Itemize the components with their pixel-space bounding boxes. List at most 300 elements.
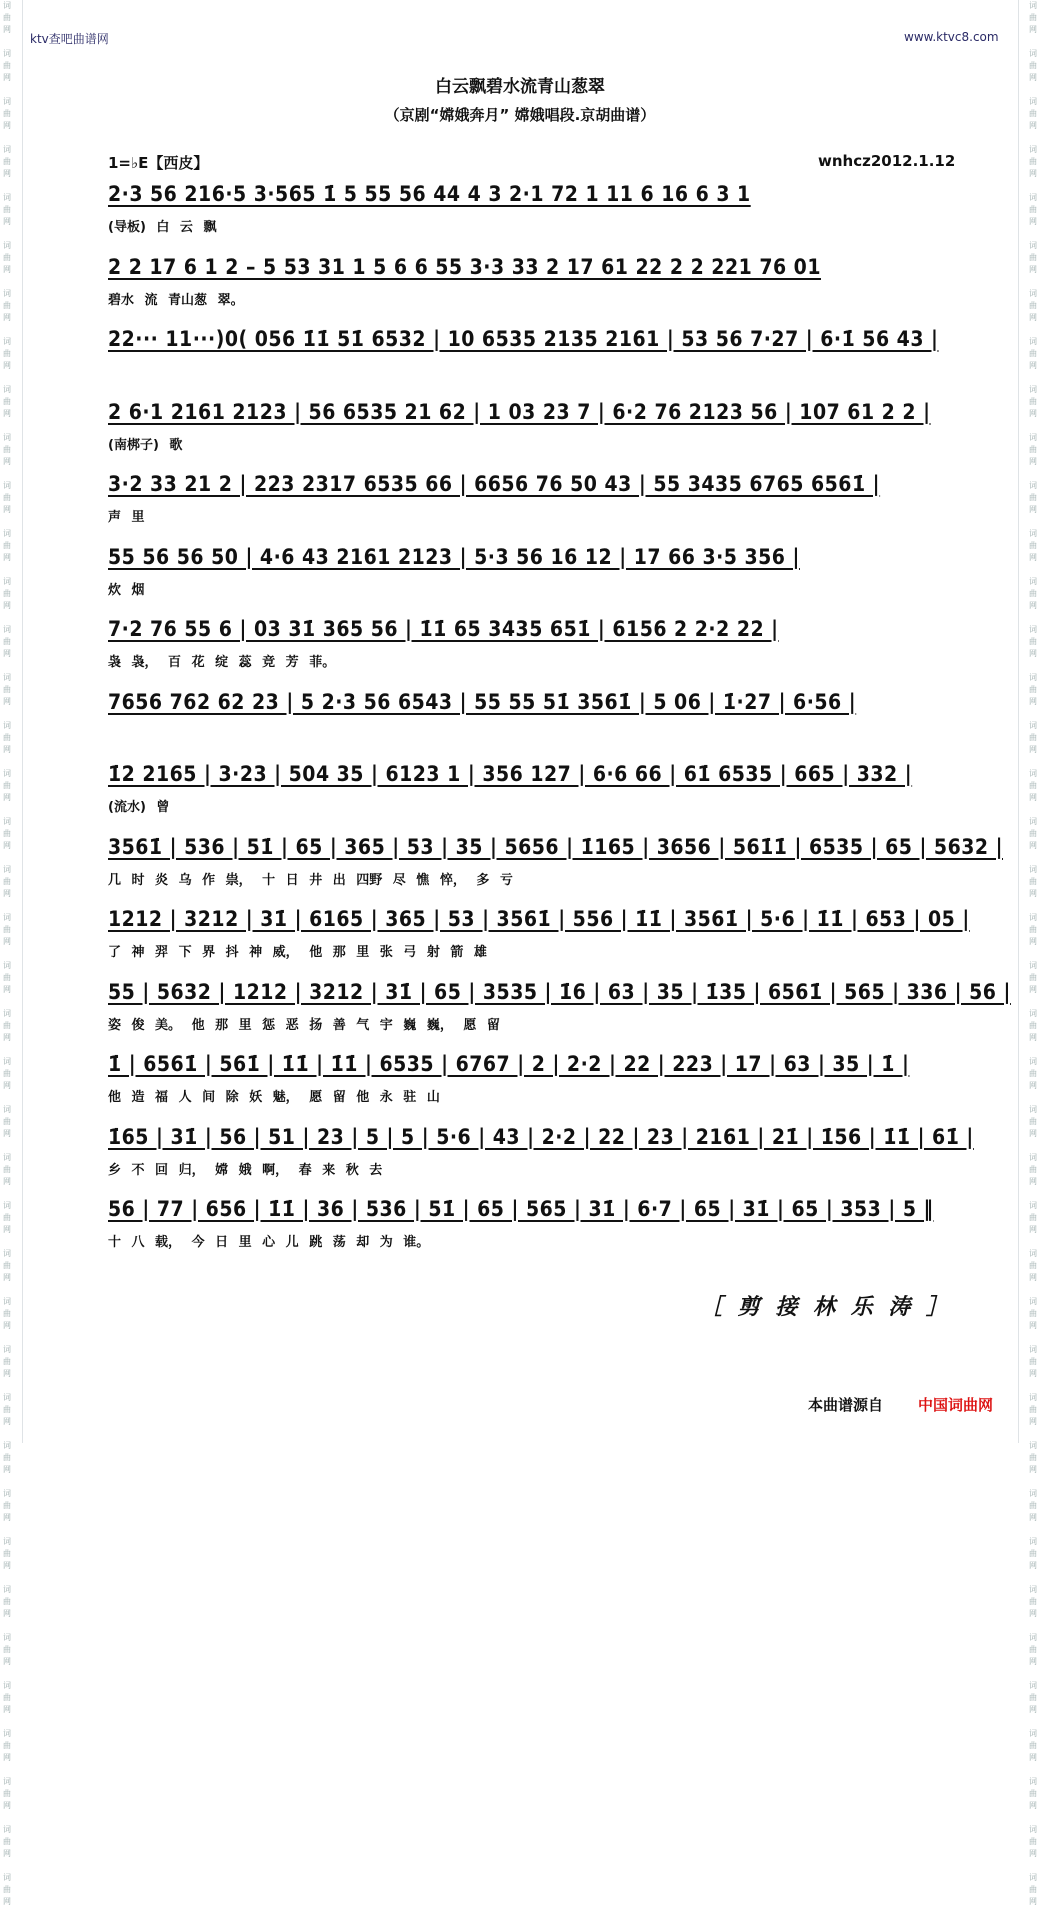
score-subtitle: （京剧“嫦娥奔月” 嫦娥唱段.京胡曲谱） — [384, 106, 656, 124]
watermark-char: 曲 — [1029, 1261, 1037, 1270]
watermark-char: 曲 — [3, 157, 11, 166]
watermark-char: 网 — [1029, 1129, 1037, 1138]
watermark-gap — [1032, 1188, 1035, 1200]
watermark-char: 网 — [1029, 457, 1037, 466]
watermark-char: 曲 — [3, 253, 11, 262]
watermark-char: 网 — [1029, 1321, 1037, 1330]
watermark-gap — [6, 1476, 9, 1488]
watermark-char: 词 — [1029, 721, 1037, 730]
watermark-char: 曲 — [3, 973, 11, 982]
watermark-char: 网 — [3, 601, 11, 610]
score-system — [108, 396, 938, 469]
watermark-char: 网 — [1029, 1033, 1037, 1042]
watermark-gap — [6, 612, 9, 624]
watermark-char: 词 — [3, 1873, 11, 1882]
watermark-gap — [6, 1428, 9, 1440]
watermark-char: 曲 — [3, 1357, 11, 1366]
watermark-char: 网 — [1029, 601, 1037, 610]
watermark-char: 词 — [1029, 97, 1037, 106]
watermark-char: 曲 — [3, 1645, 11, 1654]
watermark-char: 词 — [3, 1249, 11, 1258]
watermark-gap — [1032, 1524, 1035, 1536]
watermark-gap — [1032, 228, 1035, 240]
watermark-char: 网 — [3, 1513, 11, 1522]
watermark-gap — [6, 852, 9, 864]
watermark-char: 曲 — [3, 349, 11, 358]
watermark-char: 曲 — [1029, 205, 1037, 214]
watermark-char: 词 — [1029, 1105, 1037, 1114]
watermark-char: 网 — [3, 985, 11, 994]
watermark-char: 词 — [1029, 1729, 1037, 1738]
watermark-gap — [6, 1236, 9, 1248]
watermark-char: 网 — [3, 409, 11, 418]
watermark-gap — [6, 948, 9, 960]
watermark-gap — [6, 420, 9, 432]
watermark-char: 词 — [1029, 1441, 1037, 1450]
watermark-char: 网 — [1029, 1177, 1037, 1186]
watermark-char: 曲 — [3, 1117, 11, 1126]
watermark-gap — [6, 1524, 9, 1536]
watermark-char: 曲 — [1029, 589, 1037, 598]
watermark-gap — [6, 1188, 9, 1200]
watermark-gap — [1032, 660, 1035, 672]
watermark-gap — [1032, 900, 1035, 912]
notation-line: 56 | 77 | 656 | 1̇1̇ | 36 | 536 | 51̇ | 65 | 565 | 31̇ | 6·7 | 65 | 31̇ | 65 | 353 | 5 ‖ — [108, 1197, 934, 1221]
watermark-char: 曲 — [1029, 1693, 1037, 1702]
watermark-char: 词 — [3, 337, 11, 346]
watermark-gap — [1032, 1716, 1035, 1728]
source-label: 本曲谱源自 — [808, 1396, 884, 1414]
score-system — [108, 1193, 938, 1266]
watermark-char: 曲 — [1029, 61, 1037, 70]
watermark-char: 词 — [1029, 1393, 1037, 1402]
watermark-char: 网 — [3, 793, 11, 802]
watermark-char: 曲 — [1029, 1885, 1037, 1894]
watermark-char: 网 — [1029, 1081, 1037, 1090]
watermark-char: 网 — [1029, 793, 1037, 802]
left-border-line — [22, 0, 23, 1443]
watermark-gap — [1032, 36, 1035, 48]
watermark-gap — [6, 132, 9, 144]
watermark-gap — [1032, 1812, 1035, 1824]
watermark-char: 网 — [1029, 1513, 1037, 1522]
watermark-char: 词 — [1029, 1681, 1037, 1690]
watermark-char: 网 — [3, 1033, 11, 1042]
watermark-gap — [6, 1716, 9, 1728]
watermark-char: 网 — [3, 841, 11, 850]
watermark-char: 词 — [1029, 385, 1037, 394]
watermark-char: 网 — [3, 697, 11, 706]
lyrics-line: 袅 袅， 百 花 绽 蕊 竞 芳 菲。 — [108, 655, 336, 670]
watermark-char: 词 — [3, 577, 11, 586]
watermark-gap — [6, 1812, 9, 1824]
watermark-char: 词 — [3, 241, 11, 250]
watermark-char: 词 — [1029, 49, 1037, 58]
watermark-char: 词 — [1029, 1825, 1037, 1834]
watermark-gap — [1032, 948, 1035, 960]
watermark-char: 词 — [1029, 817, 1037, 826]
watermark-char: 网 — [1029, 841, 1037, 850]
site-link-left[interactable]: ktv查吧曲谱网 — [30, 32, 109, 46]
watermark-char: 曲 — [1029, 1309, 1037, 1318]
watermark-char: 词 — [3, 1297, 11, 1306]
watermark-gap — [6, 468, 9, 480]
watermark-char: 网 — [1029, 889, 1037, 898]
watermark-char: 曲 — [1029, 13, 1037, 22]
notation-line: 7·2 76 55 6 | 03 31̇ 365 56 | 1̇1̇ 65 3435 651̇ | 6156 2 2·2 22 | — [108, 617, 779, 641]
watermark-gap — [1032, 1668, 1035, 1680]
watermark-char: 网 — [1029, 1705, 1037, 1714]
watermark-char: 曲 — [1029, 733, 1037, 742]
watermark-char: 词 — [1029, 1009, 1037, 1018]
watermark-gap — [1032, 1908, 1035, 1920]
watermark-char: 词 — [1029, 145, 1037, 154]
watermark-char: 网 — [3, 1657, 11, 1666]
notation-line: 2 2 17 6 1 2 – 5 53 31 1 5 6 6 55 3·3 33 2 17 61 22 2 2 221 76 01 — [108, 254, 821, 279]
watermark-char: 词 — [3, 769, 11, 778]
watermark-char: 曲 — [3, 829, 11, 838]
watermark-char: 网 — [3, 505, 11, 514]
notation-line: 2 6·1 2161 2123 | 56 6535 21 62 | 1 03 23 7 | 6·2 76 2123 56 | 107 61 2 2 | — [108, 399, 931, 424]
watermark-char: 曲 — [3, 1261, 11, 1270]
watermark-char: 曲 — [1029, 1549, 1037, 1558]
watermark-char: 词 — [1029, 1537, 1037, 1546]
watermark-gap — [6, 1572, 9, 1584]
watermark-char: 曲 — [1029, 1405, 1037, 1414]
watermark-char: 曲 — [1029, 1741, 1037, 1750]
watermark-char: 曲 — [3, 733, 11, 742]
watermark-gap — [1032, 132, 1035, 144]
watermark-gap — [6, 1668, 9, 1680]
watermark-char: 网 — [3, 265, 11, 274]
watermark-char: 词 — [3, 1057, 11, 1066]
watermark-char: 网 — [1029, 1657, 1037, 1666]
watermark-char: 词 — [3, 1585, 11, 1594]
watermark-char: 网 — [3, 1561, 11, 1570]
watermark-char: 网 — [1029, 169, 1037, 178]
lyrics-line: 碧水 流 青山葱 翠。 — [108, 292, 244, 308]
watermark-char: 网 — [3, 1273, 11, 1282]
watermark-char: 网 — [1029, 697, 1037, 706]
watermark-char: 网 — [3, 1705, 11, 1714]
watermark-char: 曲 — [3, 1501, 11, 1510]
watermark-char: 曲 — [1029, 781, 1037, 790]
watermark-char: 词 — [3, 1, 11, 10]
watermark-gap — [6, 708, 9, 720]
right-watermark-strip — [1026, 0, 1040, 1906]
watermark-gap — [6, 564, 9, 576]
notation-line: 1̇ | 6561̇ | 561̇ | 1̇1̇ | 1̇1̇ | 6535 | 6767 | 2 | 2·2 | 22 | 223 | 17 | 63 | 35 | 1̇ | — [108, 1052, 910, 1076]
lyrics-line: 几 时 炎 乌 作 祟， 十 日 井 出 四野 尽 憔 悴， 多 亏 — [108, 872, 513, 888]
watermark-gap — [6, 228, 9, 240]
watermark-char: 网 — [1029, 121, 1037, 130]
watermark-char: 曲 — [1029, 637, 1037, 646]
lyrics-line: 乡 不 回 归， 嫦 娥 啊， 春 来 秋 去 — [108, 1162, 383, 1178]
watermark-char: 网 — [3, 553, 11, 562]
notation-line: 7656 762 62 23 | 5 2·3 56 6543 | 55 55 51̇ 3561̇ | 5 06 | 1̇·27 | 6·56 | — [108, 689, 857, 714]
watermark-char: 曲 — [1029, 685, 1037, 694]
watermark-char: 曲 — [1029, 397, 1037, 406]
watermark-gap — [6, 996, 9, 1008]
watermark-char: 词 — [1029, 961, 1037, 970]
score-system — [108, 541, 938, 614]
watermark-char: 词 — [3, 529, 11, 538]
watermark-char: 词 — [3, 673, 11, 682]
watermark-gap — [1032, 1140, 1035, 1152]
watermark-char: 曲 — [1029, 1165, 1037, 1174]
watermark-char: 词 — [3, 1009, 11, 1018]
watermark-char: 词 — [3, 1537, 11, 1546]
watermark-char: 网 — [1029, 1417, 1037, 1426]
watermark-gap — [1032, 708, 1035, 720]
arranger-credit: ［ 剪 接 林 乐 涛 ］ — [700, 1294, 952, 1320]
lyrics-line: 姿 俊 美。 他 那 里 惩 恶 扬 善 气 宇 巍 巍， 愿 留 — [108, 1017, 500, 1033]
watermark-gap — [1032, 612, 1035, 624]
watermark-char: 网 — [3, 313, 11, 322]
watermark-char: 词 — [1029, 1249, 1037, 1258]
watermark-char: 词 — [3, 1393, 11, 1402]
watermark-char: 网 — [1029, 313, 1037, 322]
score-system — [108, 323, 938, 396]
watermark-char: 网 — [1029, 1609, 1037, 1618]
watermark-gap — [1032, 1572, 1035, 1584]
watermark-char: 网 — [3, 73, 11, 82]
watermark-char: 曲 — [1029, 829, 1037, 838]
watermark-char: 网 — [1029, 409, 1037, 418]
watermark-char: 词 — [3, 97, 11, 106]
watermark-gap — [6, 660, 9, 672]
watermark-char: 网 — [3, 457, 11, 466]
watermark-char: 曲 — [3, 13, 11, 22]
lyrics-line: 炊 烟 — [108, 582, 145, 598]
watermark-gap — [1032, 1428, 1035, 1440]
watermark-char: 曲 — [1029, 541, 1037, 550]
watermark-char: 曲 — [1029, 109, 1037, 118]
notation-line: 3·2 33 21 2 | 223 2317 6535 66 | 6656 76 50 43 | 55 3435 6765 6561̇ | — [108, 472, 881, 496]
watermark-char: 词 — [1029, 913, 1037, 922]
watermark-char: 词 — [1029, 193, 1037, 202]
watermark-char: 网 — [3, 25, 11, 34]
watermark-gap — [6, 36, 9, 48]
watermark-gap — [6, 1380, 9, 1392]
watermark-char: 词 — [3, 49, 11, 58]
score-system — [108, 686, 938, 759]
author-date: wnhcz2012.1.12 — [818, 152, 956, 170]
watermark-gap — [1032, 1476, 1035, 1488]
watermark-char: 曲 — [3, 61, 11, 70]
watermark-char: 网 — [3, 1609, 11, 1618]
watermark-char: 曲 — [3, 1069, 11, 1078]
score-system — [108, 613, 938, 686]
watermark-char: 曲 — [3, 1597, 11, 1606]
notation-line: 55 56 56 50 | 4·6 43 2161 2123 | 5·3 56 16 12 | 17 66 3·5 356 | — [108, 544, 800, 569]
watermark-char: 网 — [3, 1129, 11, 1138]
watermark-char: 曲 — [3, 1693, 11, 1702]
watermark-char: 网 — [3, 889, 11, 898]
watermark-gap — [6, 180, 9, 192]
watermark-gap — [1032, 756, 1035, 768]
watermark-char: 词 — [3, 721, 11, 730]
watermark-char: 曲 — [3, 589, 11, 598]
watermark-gap — [6, 1860, 9, 1872]
watermark-char: 词 — [1029, 1057, 1037, 1066]
watermark-gap — [6, 1044, 9, 1056]
watermark-char: 词 — [3, 625, 11, 634]
watermark-char: 词 — [3, 1105, 11, 1114]
watermark-char: 词 — [3, 1201, 11, 1210]
notation-line: 55 | 5632 | 1212 | 3212 | 31̇ | 65 | 3535 | 1̇6 | 63 | 35 | 1̇35 | 6561̇ | 565 | 336 | 56 | — [108, 979, 1011, 1004]
watermark-gap — [1032, 1380, 1035, 1392]
watermark-char: 词 — [3, 1153, 11, 1162]
watermark-char: 网 — [1029, 1849, 1037, 1858]
watermark-char: 网 — [3, 649, 11, 658]
watermark-char: 网 — [1029, 745, 1037, 754]
watermark-gap — [1032, 1764, 1035, 1776]
watermark-gap — [6, 1908, 9, 1920]
watermark-char: 网 — [3, 1417, 11, 1426]
watermark-gap — [6, 1140, 9, 1152]
watermark-char: 词 — [1029, 241, 1037, 250]
score-system — [108, 468, 938, 541]
watermark-char: 曲 — [3, 1405, 11, 1414]
watermark-char: 曲 — [3, 301, 11, 310]
watermark-char: 曲 — [1029, 349, 1037, 358]
watermark-char: 曲 — [1029, 925, 1037, 934]
watermark-char: 曲 — [3, 1165, 11, 1174]
watermark-char: 词 — [1029, 529, 1037, 538]
watermark-char: 曲 — [1029, 493, 1037, 502]
notation-line: 1̇65 | 31̇ | 56 | 51 | 23 | 5 | 5 | 5·6 | 43 | 2·2 | 22 | 23 | 2161 | 21̇ | 1̇56 | 1̇1̇ | 61̇ | — [108, 1124, 974, 1149]
right-border-line — [1018, 0, 1019, 1443]
score-system — [108, 178, 938, 251]
key-signature: 1=♭E【西皮】 — [108, 154, 209, 172]
watermark-gap — [6, 804, 9, 816]
lyrics-line: (导板) 白 云 飘 — [108, 220, 217, 235]
watermark-char: 词 — [3, 433, 11, 442]
watermark-char: 词 — [3, 1729, 11, 1738]
watermark-gap — [6, 1092, 9, 1104]
watermark-char: 曲 — [1029, 1213, 1037, 1222]
lyrics-line: 十 八 载， 今 日 里 心 儿 跳 荡 却 为 谁。 — [108, 1235, 430, 1250]
watermark-char: 网 — [3, 1897, 11, 1906]
watermark-char: 词 — [1029, 1873, 1037, 1882]
watermark-char: 网 — [3, 169, 11, 178]
watermark-gap — [6, 324, 9, 336]
score-system — [108, 1048, 938, 1121]
source-brand-link[interactable]: 中国词曲网 — [918, 1396, 994, 1414]
watermark-char: 网 — [3, 1321, 11, 1330]
score-system — [108, 251, 938, 324]
lyrics-line: 声 里 — [108, 510, 145, 525]
watermark-char: 词 — [1029, 577, 1037, 586]
watermark-char: 曲 — [3, 685, 11, 694]
watermark-char: 曲 — [3, 1549, 11, 1558]
watermark-char: 词 — [3, 289, 11, 298]
watermark-char: 曲 — [3, 1309, 11, 1318]
watermark-char: 词 — [3, 145, 11, 154]
notation-line: 2·3 56 216·5 3·565 1̇ 5 55 56 44 4 3 2·1 72 1 11 6 16 6 3 1 — [108, 182, 751, 206]
watermark-char: 网 — [1029, 985, 1037, 994]
watermark-char: 曲 — [1029, 1597, 1037, 1606]
watermark-char: 词 — [3, 1633, 11, 1642]
left-watermark-strip — [0, 0, 14, 1906]
watermark-char: 曲 — [3, 493, 11, 502]
watermark-char: 词 — [1029, 1633, 1037, 1642]
watermark-char: 曲 — [3, 637, 11, 646]
watermark-char: 曲 — [3, 1213, 11, 1222]
watermark-char: 曲 — [1029, 1501, 1037, 1510]
watermark-gap — [6, 1284, 9, 1296]
score-system — [108, 831, 1003, 904]
notation-line: 1̇2 2165 | 3·23 | 504 35 | 6123 1 | 356 127 | 6·6 66 | 61̇ 6535 | 665 | 332 | — [108, 762, 913, 786]
watermark-char: 曲 — [1029, 1645, 1037, 1654]
watermark-char: 网 — [1029, 1273, 1037, 1282]
watermark-char: 词 — [1029, 865, 1037, 874]
watermark-char: 网 — [3, 745, 11, 754]
watermark-gap — [1032, 324, 1035, 336]
score-title: 白云飘碧水流青山葱翠 — [435, 77, 605, 97]
lyrics-line: (流水) 曾 — [108, 800, 170, 815]
score-system — [108, 903, 970, 976]
watermark-char: 网 — [3, 361, 11, 370]
watermark-char: 网 — [1029, 1561, 1037, 1570]
site-link-right[interactable]: www.ktvc8.com — [904, 30, 999, 44]
watermark-char: 网 — [1029, 937, 1037, 946]
watermark-char: 网 — [1029, 1801, 1037, 1810]
watermark-char: 曲 — [1029, 973, 1037, 982]
watermark-char: 词 — [3, 481, 11, 490]
watermark-char: 曲 — [3, 1741, 11, 1750]
score-system — [108, 1121, 974, 1194]
watermark-char: 词 — [3, 1489, 11, 1498]
watermark-char: 网 — [1029, 553, 1037, 562]
watermark-char: 词 — [1029, 1153, 1037, 1162]
watermark-char: 网 — [1029, 1225, 1037, 1234]
score-system — [108, 976, 1011, 1049]
watermark-char: 词 — [1029, 1, 1037, 10]
watermark-gap — [1032, 180, 1035, 192]
watermark-char: 网 — [3, 1225, 11, 1234]
watermark-char: 网 — [3, 1465, 11, 1474]
watermark-gap — [1032, 1044, 1035, 1056]
watermark-char: 网 — [3, 1177, 11, 1186]
watermark-char: 词 — [3, 1345, 11, 1354]
notation-line: 1212 | 3212 | 31̇ | 6165 | 365 | 53 | 3561̇ | 556 | 1̇1̇ | 3561̇ | 5·6 | 1̇1̇ | 653 | 05 | — [108, 907, 970, 931]
watermark-char: 词 — [3, 865, 11, 874]
watermark-char: 词 — [3, 1681, 11, 1690]
watermark-char: 曲 — [1029, 157, 1037, 166]
watermark-char: 网 — [3, 1369, 11, 1378]
watermark-char: 曲 — [1029, 1837, 1037, 1846]
watermark-char: 网 — [3, 1849, 11, 1858]
watermark-char: 曲 — [3, 781, 11, 790]
watermark-char: 曲 — [3, 397, 11, 406]
watermark-gap — [1032, 468, 1035, 480]
watermark-char: 词 — [1029, 1489, 1037, 1498]
watermark-char: 词 — [1029, 1777, 1037, 1786]
watermark-char: 网 — [1029, 1897, 1037, 1906]
watermark-gap — [6, 276, 9, 288]
watermark-gap — [1032, 564, 1035, 576]
watermark-char: 网 — [3, 217, 11, 226]
watermark-char: 曲 — [3, 1789, 11, 1798]
watermark-char: 曲 — [3, 109, 11, 118]
watermark-char: 词 — [3, 1777, 11, 1786]
watermark-char: 词 — [3, 193, 11, 202]
watermark-char: 网 — [3, 1081, 11, 1090]
watermark-char: 词 — [1029, 673, 1037, 682]
watermark-char: 网 — [1029, 1465, 1037, 1474]
